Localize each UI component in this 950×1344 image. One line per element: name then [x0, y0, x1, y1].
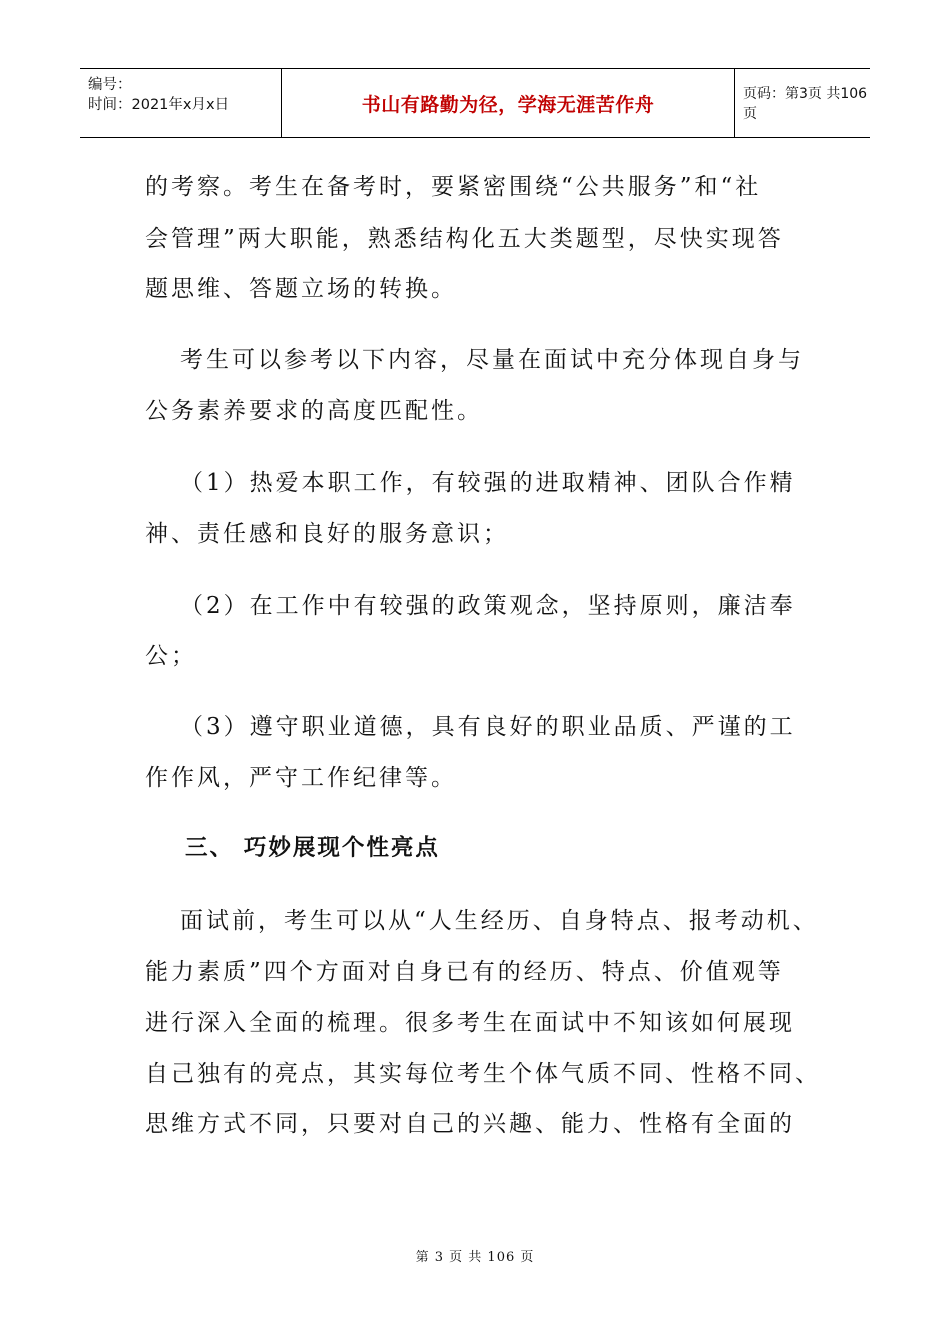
header-page-number: 页码：第3页 共106页 [743, 86, 868, 122]
header-motto: 书山有路勤为径，学海无涯苦作舟 [361, 93, 655, 116]
header-motto-cell [282, 69, 735, 137]
list-item-1-line-1: （1）热爱本职工作，有较强的进取精神、团队合作精 [180, 470, 796, 496]
paragraph-1-line-2: 会管理”两大职能，熟悉结构化五大类题型，尽快实现答 [145, 226, 784, 252]
paragraph-1-line-3: 题思维、答题立场的转换。 [145, 276, 457, 302]
header-page-cell [735, 69, 870, 137]
page-footer: 第 3 页 共 106 页 [415, 1250, 535, 1265]
paragraph-2-line-2: 公务素养要求的高度匹配性。 [145, 398, 483, 424]
paragraph-2-line-1: 考生可以参考以下内容，尽量在面试中充分体现自身与 [180, 347, 804, 373]
header-meta-cell [80, 69, 282, 137]
document-time-label: 时间：2021年x月x日 [88, 97, 230, 113]
paragraph-3-line-3: 进行深入全面的梳理。很多考生在面试中不知该如何展现 [145, 1010, 795, 1036]
list-item-3-line-2: 作作风，严守工作纪律等。 [145, 765, 457, 791]
list-item-2-line-2: 公； [145, 643, 197, 669]
list-item-2-line-1: （2）在工作中有较强的政策观念，坚持原则，廉洁奉 [180, 593, 796, 619]
list-item-1-line-2: 神、责任感和良好的服务意识； [145, 521, 509, 547]
document-number-label: 编号： [88, 77, 132, 93]
paragraph-1-line-1: 的考察。考生在备考时，要紧密围绕“公共服务”和“社 [145, 174, 762, 200]
paragraph-3-line-2: 能力素质”四个方面对自身已有的经历、特点、价值观等 [145, 959, 784, 985]
paragraph-3-line-5: 思维方式不同，只要对自己的兴趣、能力、性格有全面的 [145, 1111, 795, 1137]
page-header [80, 68, 870, 138]
section-heading: 三、 巧妙展现个性亮点 [185, 835, 440, 861]
paragraph-3-line-4: 自己独有的亮点，其实每位考生个体气质不同、性格不同、 [145, 1061, 821, 1087]
list-item-3-line-1: （3）遵守职业道德，具有良好的职业品质、严谨的工 [180, 714, 796, 740]
paragraph-3-line-1: 面试前，考生可以从“人生经历、自身特点、报考动机、 [180, 908, 819, 934]
